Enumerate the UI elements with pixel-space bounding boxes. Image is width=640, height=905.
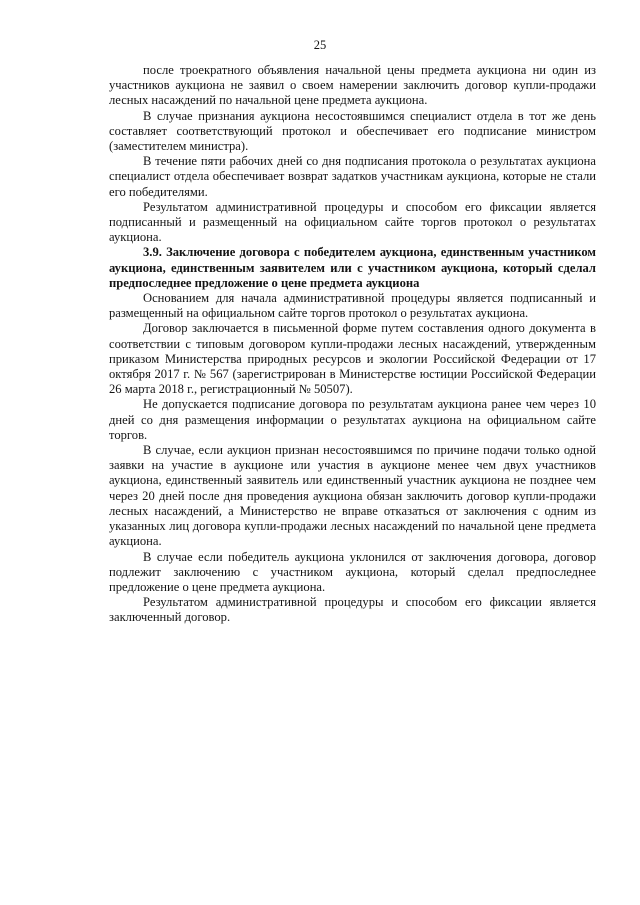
document-body <box>109 63 596 626</box>
paragraph-protocol-signing: В случае признания аукциона несостоявшимся специалист отдела в тот же день составляет соответствующий протокол и обеспечивает его подписание министром (заместителем министра). <box>109 108 596 154</box>
paragraph-single-participant: В случае, если аукцион признан несостоявшимся по причине подачи только одной заявки на участие в аукционе или участия в аукционе менее чем двух участников аукциона, единственный заявитель или единственный участник аукциона не позднее чем через 20 дней после дня проведения аукциона обязан заключить договор купли-продажи лесных насаждений, а Министерство не вправе отказаться от заключения с одним из указанных лиц договора купли-продажи лесных насаждений по начальной цене предмета аукциона. <box>109 443 596 549</box>
paragraph-procedure-result: Результатом административной процедуры и способом его фиксации является подписанный и размещенный на официальном сайте торгов протокол о результатах аукциона. <box>109 199 596 245</box>
paragraph-contract-form: Договор заключается в письменной форме путем составления одного документа в соответствии с типовым договором купли-продажи лесных насаждений, утвержденным приказом Министерства природных ресурсов и экологии Российской Федерации от 17 октября 2017 г. № 567 (зарегистрирован в Министерстве юстиции Российской Федерации 26 марта 2018 г., регистрационный № 50507). <box>109 321 596 397</box>
paragraph-winner-evasion: В случае если победитель аукциона уклонился от заключения договора, договор подлежит заключению с участником аукциона, который сделал предпоследнее предложение о цене предмета аукциона. <box>109 549 596 594</box>
section-heading-3-9: 3.9. Заключение договора с победителем аукциона, единственным участником аукциона, единственным заявителем или с участником аукциона, который сделал предпоследнее предложение о цене предмета аукциона <box>109 245 596 290</box>
paragraph-final-result: Результатом административной процедуры и способом его фиксации является заключенный договор. <box>109 595 596 625</box>
page-number: 25 <box>313 38 327 52</box>
paragraph-deposit-return: В течение пяти рабочих дней со дня подписания протокола о результатах аукциона специалист отдела обеспечивает возврат задатков участникам аукциона, которые не стали его победителями. <box>109 154 596 199</box>
paragraph-auction-failed-continuation: после троекратного объявления начальной цены предмета аукциона ни один из участников аукциона не заявил о своем намерении заключить договор купли-продажи лесных насаждений по начальной цене предмета аукциона. <box>109 63 596 108</box>
paragraph-procedure-basis: Основанием для начала административной процедуры является подписанный и размещенный на официальном сайте торгов протокол о результатах аукциона. <box>109 291 596 321</box>
paragraph-signing-delay: Не допускается подписание договора по результатам аукциона ранее чем через 10 дней со дня размещения информации о результатах аукциона на официальном сайте торгов. <box>109 397 596 442</box>
